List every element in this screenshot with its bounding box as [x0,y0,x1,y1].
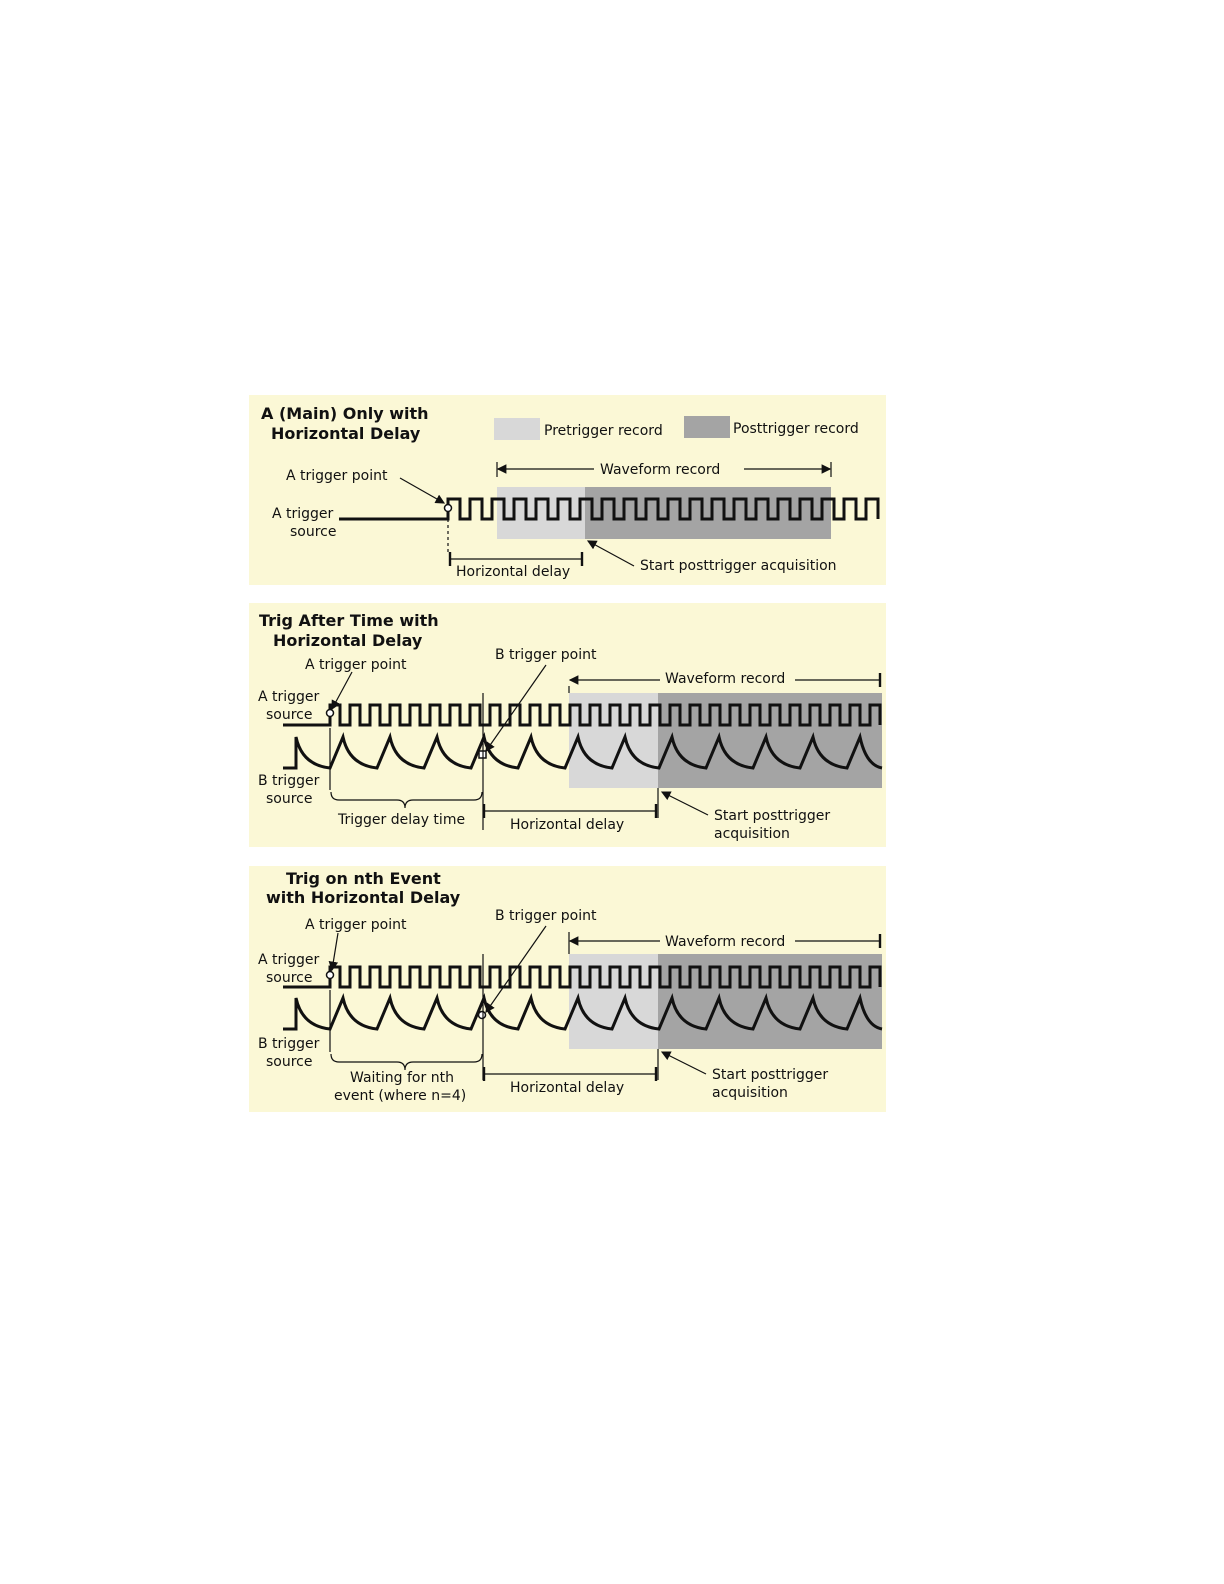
pretrigger-legend-swatch [494,418,540,440]
a-trigger-source-label-line1: A trigger [258,689,320,705]
b-trigger-source-label-line2: source [266,1054,313,1070]
panel-title-line2: Horizontal Delay [271,424,421,443]
panel-title-line1: A (Main) Only with [261,404,429,423]
start-posttrigger-label: Start posttrigger acquisition [640,558,837,574]
waiting-label-line1: Waiting for nth [350,1070,454,1086]
panel-a-main-only [249,395,886,585]
pretrigger-region [569,693,658,788]
a-trigger-point-marker [327,972,334,979]
b-trigger-source-label-line1: B trigger [258,773,320,789]
b-trigger-point-label: B trigger point [495,908,597,924]
pretrigger-legend-label: Pretrigger record [544,423,663,439]
panel-title-line1: Trig After Time with [259,611,439,630]
waiting-label-line2: event (where n=4) [334,1088,467,1104]
b-trigger-source-label-line2: source [266,791,313,807]
horizontal-delay-label: Horizontal delay [456,564,571,580]
a-trigger-source-label-line1: A trigger [272,506,334,522]
a-trigger-point-label: A trigger point [305,657,407,673]
posttrigger-region [585,487,831,539]
panel-title-line2: Horizontal Delay [273,631,423,650]
trigger-delay-time-label: Trigger delay time [338,812,466,828]
waveform-record-label: Waveform record [665,934,786,950]
b-trigger-source-label-line1: B trigger [258,1036,320,1052]
b-trigger-point-marker [479,1012,486,1019]
panel-title-line2: with Horizontal Delay [266,888,461,907]
panel-trig-on-nth-event [249,866,886,1112]
panel-title-line1: Trig on nth Event [286,869,441,888]
pretrigger-region [497,487,585,539]
b-trigger-point-label: B trigger point [495,647,597,663]
waveform-record-label: Waveform record [665,671,786,687]
a-trigger-point-marker [327,710,334,717]
start-posttrigger-label-line2: acquisition [712,1085,788,1101]
a-trigger-source-label-line2: source [290,524,337,540]
start-posttrigger-label-line1: Start posttrigger [714,808,831,824]
posttrigger-legend-swatch [684,416,730,438]
start-posttrigger-label-line1: Start posttrigger [712,1067,829,1083]
panel-trig-after-time [249,603,886,847]
a-trigger-source-label-line2: source [266,970,313,986]
a-trigger-point-label: A trigger point [286,468,388,484]
posttrigger-legend-label: Posttrigger record [733,421,859,437]
horizontal-delay-label: Horizontal delay [510,817,625,833]
a-trigger-point-label: A trigger point [305,917,407,933]
waveform-record-label: Waveform record [600,462,721,478]
a-trigger-source-label-line2: source [266,707,313,723]
horizontal-delay-label: Horizontal delay [510,1080,625,1096]
a-trigger-source-label-line1: A trigger [258,952,320,968]
a-trigger-point-marker [445,505,452,512]
start-posttrigger-label-line2: acquisition [714,826,790,842]
